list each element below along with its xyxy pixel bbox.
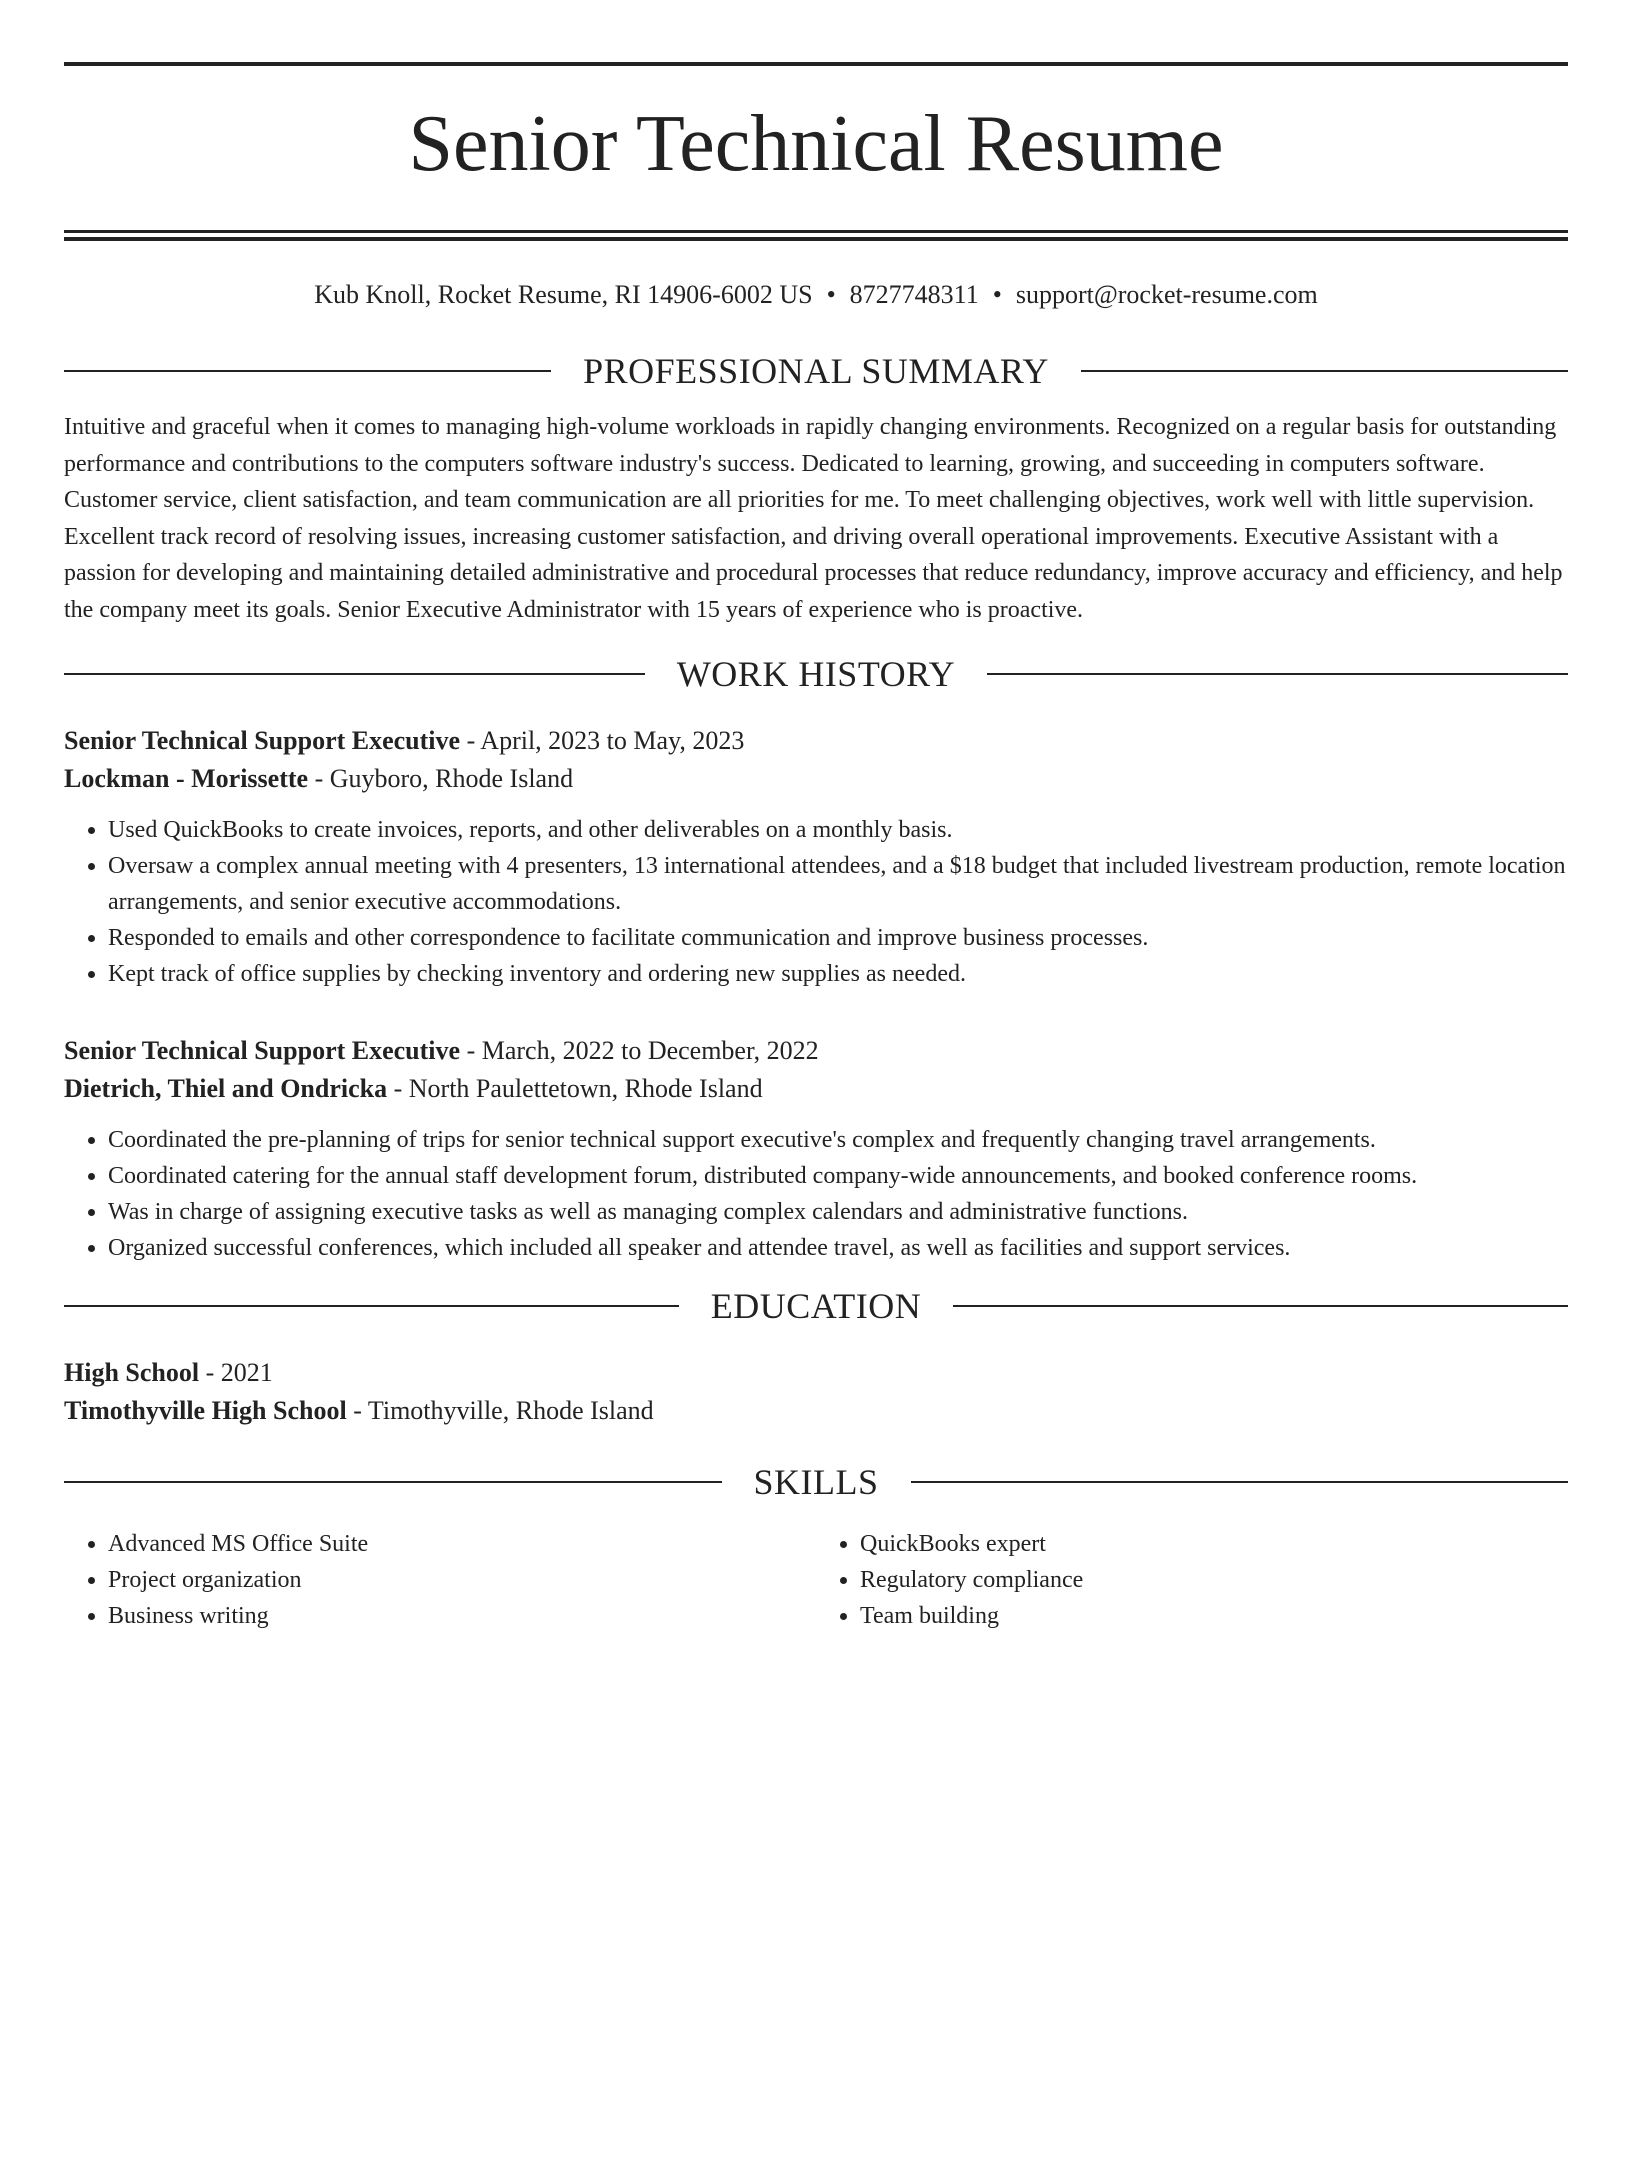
skills-grid xyxy=(64,1526,1568,1634)
summary-text: Intuitive and graceful when it comes to managing high-volume workloads in rapidly changing environments. Recognized on a regular basis for outstanding performance and contributions to the computers software industry's success. Dedicated to learning, growing, and succeeding in computers software. Customer service, client satisfaction, and team communication are all priorities for me. To meet challenging objectives, work well with little supervision. Excellent track record of resolving issues, increasing customer satisfaction, and driving overall operational improvements. Executive Assistant with a passion for developing and maintaining detailed administrative and procedural processes that reduce redundancy, improve accuracy and efficiency, and help the company meet its goals. Senior Executive Administrator with 15 years of experience who is proactive. xyxy=(64,414,1563,623)
education-year: - 2021 xyxy=(199,1358,273,1387)
list-item: • Oversaw a complex annual meeting with 4 presenters, 13 international attendees, and a $18 budget that included livestream production, remote location arrangements, and senior executive accommodations. xyxy=(108,848,1568,920)
summary-heading-row xyxy=(64,349,1568,393)
contact-phone: 8727748311 xyxy=(849,280,979,309)
skills-left-column xyxy=(64,1526,816,1634)
list-item: • QuickBooks expert xyxy=(860,1526,1568,1562)
list-item: • Coordinated catering for the annual staff development forum, distributed company-wide announcements, and booked conference rooms. xyxy=(108,1158,1568,1194)
resume-title: Senior Technical Resume xyxy=(408,100,1224,188)
list-item: • Team building xyxy=(860,1598,1568,1634)
heading-rule xyxy=(987,673,1568,675)
job-company-line xyxy=(64,1070,1568,1108)
job-location: - Guyboro, Rhode Island xyxy=(308,764,574,793)
heading-rule xyxy=(64,673,645,675)
heading-rule xyxy=(911,1481,1569,1483)
job-company: Dietrich, Thiel and Ondricka xyxy=(64,1074,388,1103)
contact-line xyxy=(64,275,1568,315)
contact-email: support@rocket-resume.com xyxy=(1015,280,1318,309)
job-bullets xyxy=(64,1122,1568,1266)
list-item: • Responded to emails and other correspondence to facilitate communication and improve business processes. xyxy=(108,920,1568,956)
contact-address: Kub Knoll, Rocket Resume, RI 14906-6002 US xyxy=(314,280,813,309)
job-title-line xyxy=(64,722,1568,760)
education-degree: High School xyxy=(64,1358,200,1387)
contact-separator: • xyxy=(826,280,836,309)
top-rule xyxy=(64,62,1568,66)
job-title: Senior Technical Support Executive xyxy=(64,1036,461,1065)
education-entry xyxy=(64,1354,1568,1430)
list-item: • Organized successful conferences, which included all speaker and attendee travel, as well as facilities and support services. xyxy=(108,1230,1568,1266)
work-heading: WORK HISTORY xyxy=(676,654,956,694)
list-item: • Advanced MS Office Suite xyxy=(108,1526,816,1562)
job-entry xyxy=(64,722,1568,992)
job-company-line xyxy=(64,760,1568,798)
education-school: Timothyville High School xyxy=(64,1396,347,1425)
heading-rule xyxy=(64,370,551,372)
job-dates: - March, 2022 to December, 2022 xyxy=(460,1036,819,1065)
skills-heading-row xyxy=(64,1460,1568,1504)
skills-heading: SKILLS xyxy=(753,1462,879,1502)
heading-rule xyxy=(1081,370,1568,372)
title-double-rule xyxy=(64,230,1568,241)
job-company: Lockman - Morissette xyxy=(64,764,309,793)
heading-rule xyxy=(953,1305,1568,1307)
skills-right-column xyxy=(816,1526,1568,1634)
job-dates: - April, 2023 to May, 2023 xyxy=(460,726,745,755)
list-item: • Used QuickBooks to create invoices, reports, and other deliverables on a monthly basis. xyxy=(108,812,1568,848)
job-title: Senior Technical Support Executive xyxy=(64,726,461,755)
list-item: • Coordinated the pre-planning of trips for senior technical support executive's complex and frequently changing travel arrangements. xyxy=(108,1122,1568,1158)
resume-page xyxy=(0,62,1632,2174)
education-heading-row xyxy=(64,1284,1568,1328)
work-heading-row xyxy=(64,652,1568,696)
job-location: - North Paulettetown, Rhode Island xyxy=(387,1074,763,1103)
job-bullets xyxy=(64,812,1568,992)
summary-heading: PROFESSIONAL SUMMARY xyxy=(583,351,1049,391)
contact-separator: • xyxy=(992,280,1002,309)
education-location: - Timothyville, Rhode Island xyxy=(346,1396,654,1425)
job-title-line xyxy=(64,1032,1568,1070)
list-item: • Project organization xyxy=(108,1562,816,1598)
education-degree-line xyxy=(64,1354,1568,1392)
list-item: • Regulatory compliance xyxy=(860,1562,1568,1598)
heading-rule xyxy=(64,1305,679,1307)
list-item: • Kept track of office supplies by checking inventory and ordering new supplies as needed. xyxy=(108,956,1568,992)
list-item: • Was in charge of assigning executive tasks as well as managing complex calendars and administrative functions. xyxy=(108,1194,1568,1230)
heading-rule xyxy=(64,1481,722,1483)
job-entry xyxy=(64,1032,1568,1266)
education-school-line xyxy=(64,1392,1568,1430)
list-item: • Business writing xyxy=(108,1598,816,1634)
education-heading: EDUCATION xyxy=(710,1286,922,1326)
